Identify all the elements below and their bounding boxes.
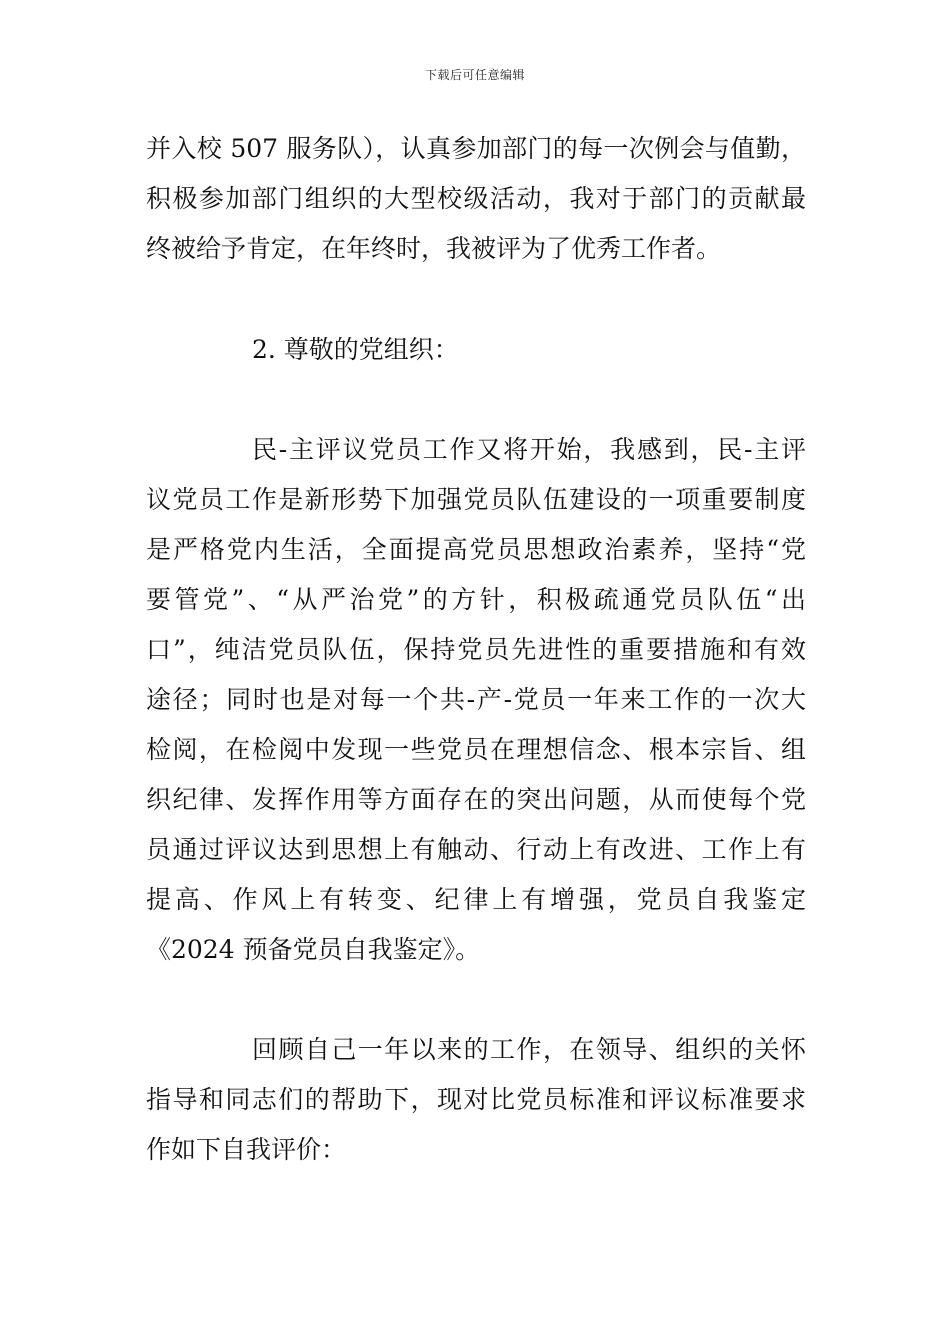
text-line: 并入校 507 服务队），认真参加部门的每一次例会与值勤，	[146, 134, 806, 163]
text-line: 途径；同时也是对每一个共-产-党员一年来工作的一次大	[146, 685, 806, 714]
text-line: 回顾自己一年以来的工作，在领导、组织的关怀	[252, 1035, 806, 1064]
text-line: 《2024 预备党员自我鉴定》。	[146, 935, 481, 964]
text-line: 织纪律、发挥作用等方面存在的突出问题，从而使每个党	[146, 785, 806, 814]
text-line: 民-主评议党员工作又将开始，我感到，民-主评	[252, 435, 806, 464]
text-line: 口”，纯洁党员队伍，保持党员先进性的重要措施和有效	[146, 635, 806, 664]
text-line: 终被给予肯定，在年终时，我被评为了优秀工作者。	[146, 234, 722, 263]
page-header-note: 下载后可任意编辑	[424, 68, 525, 82]
text-line: 员通过评议达到思想上有触动、行动上有改进、工作上有	[146, 835, 806, 864]
text-line: 检阅，在检阅中发现一些党员在理想信念、根本宗旨、组	[146, 735, 806, 764]
text-line: 是严格党内生活，全面提高党员思想政治素养，坚持“党	[146, 535, 806, 564]
text-line: 积极参加部门组织的大型校级活动，我对于部门的贡献最	[146, 184, 806, 213]
text-line: 指导和同志们的帮助下，现对比党员标准和评议标准要求	[146, 1085, 806, 1114]
text-line: 要管党”、“从严治党”的方针，积极疏通党员队伍“出	[146, 585, 806, 614]
section-heading: 2. 尊敬的党组织：	[252, 335, 459, 364]
text-line: 提高、作风上有转变、纪律上有增强，党员自我鉴定	[146, 885, 806, 914]
text-line: 作如下自我评价：	[146, 1135, 347, 1164]
text-line: 议党员工作是新形势下加强党员队伍建设的一项重要制度	[146, 485, 806, 514]
